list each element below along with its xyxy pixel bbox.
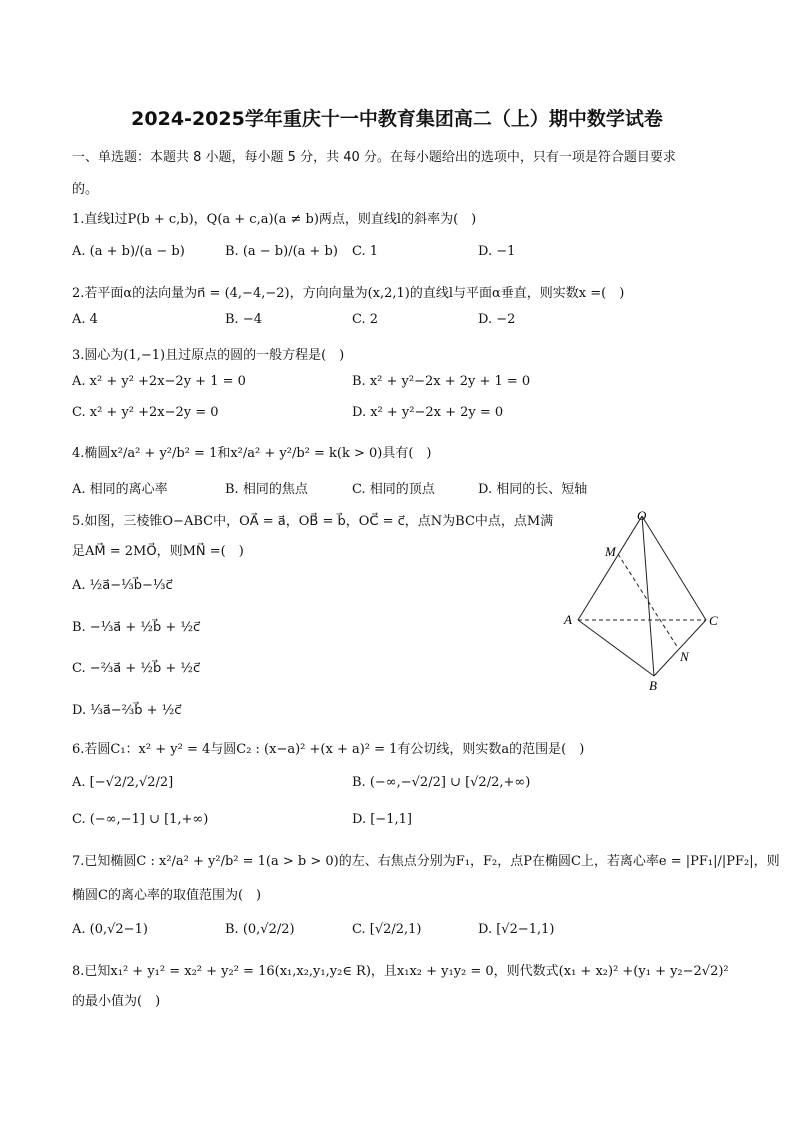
question-6-stem: 6.若圆C₁：x² + y² = 4与圆C₂ : (x−a)² +(x + a)² = 1有公切线，则实数a的范围是( ): [72, 742, 585, 757]
label-b: B: [649, 678, 657, 693]
question-2-option-b[interactable]: B. −4: [225, 312, 262, 327]
edge-oa: [578, 516, 642, 620]
question-5-stem-line2: 足AM⃗ = 2MO⃗，则MN⃗ =( ): [72, 544, 244, 559]
section-header-line2: 的。: [72, 182, 99, 197]
question-4-option-b[interactable]: B. 相同的焦点: [225, 482, 308, 497]
question-3-stem: 3.圆心为(1,−1)且过原点的圆的一般方程是( ): [72, 348, 345, 363]
question-5-option-a[interactable]: A. ½a⃗−⅓b⃗−⅓c⃗: [72, 578, 173, 593]
question-3-option-b[interactable]: B. x² + y²−2x + 2y + 1 = 0: [352, 374, 531, 389]
question-1-option-a[interactable]: A. (a + b)/(a − b): [72, 244, 185, 259]
question-7-option-b[interactable]: B. (0,√2/2): [225, 922, 295, 937]
section-header-line1: 一、单选题：本题共 8 小题，每小题 5 分，共 40 分。在每小题给出的选项中，只有一项是符合题目要求: [72, 150, 676, 165]
question-8-stem-line2: 的最小值为( ): [72, 994, 161, 1009]
question-1-option-d[interactable]: D. −1: [478, 244, 516, 259]
question-3-option-d[interactable]: D. x² + y²−2x + 2y = 0: [352, 405, 504, 420]
question-8-stem-line1: 8.已知x₁² + y₁² = x₂² + y₂² = 16(x₁,x₂,y₁,y₂∈ R)，且x₁x₂ + y₁y₂ = 0，则代数式(x₁ + x₂)² +(y₁ + y₂−2√2)²: [72, 964, 729, 979]
question-5-option-b[interactable]: B. −⅓a⃗ + ½b⃗ + ½c⃗: [72, 620, 201, 635]
question-3-option-c[interactable]: C. x² + y² +2x−2y = 0: [72, 405, 219, 420]
tetrahedron-figure: [556, 506, 736, 696]
question-1-option-b[interactable]: B. (a − b)/(a + b): [225, 244, 338, 259]
question-3-option-a[interactable]: A. x² + y² +2x−2y + 1 = 0: [72, 374, 246, 389]
question-7-option-d[interactable]: D. [√2−1,1): [478, 922, 555, 937]
question-1-stem: 1.直线l过P(b + c,b)，Q(a + c,a)(a ≠ b)两点，则直线l的斜率为( ): [72, 212, 477, 227]
label-m: M: [605, 544, 616, 559]
question-6-option-d[interactable]: D. [−1,1]: [352, 812, 412, 827]
edge-ab: [578, 620, 654, 676]
label-o: O: [637, 508, 647, 523]
label-c: C: [709, 613, 718, 628]
edge-ob: [642, 516, 654, 676]
edge-bc: [654, 620, 706, 676]
question-6-option-a[interactable]: A. [−√2/2,√2/2]: [72, 775, 174, 790]
edge-oc: [642, 516, 706, 620]
question-7-stem-line2: 椭圆C的离心率的取值范围为( ): [72, 888, 262, 903]
question-4-option-a[interactable]: A. 相同的离心率: [72, 482, 168, 497]
question-1-option-c[interactable]: C. 1: [352, 244, 379, 259]
question-6-option-b[interactable]: B. (−∞,−√2/2] ∪ [√2/2,+∞): [352, 775, 531, 790]
question-2-option-d[interactable]: D. −2: [478, 312, 516, 327]
question-5-stem-line1: 5.如图，三棱锥O−ABC中，OA⃗ = a⃗，OB⃗ = b⃗，OC⃗ = c⃗，点N为BC中点，点M满: [72, 514, 554, 529]
question-2-option-a[interactable]: A. 4: [72, 312, 98, 327]
question-7-option-a[interactable]: A. (0,√2−1): [72, 922, 148, 937]
question-4-option-c[interactable]: C. 相同的顶点: [352, 482, 435, 497]
question-2-stem: 2.若平面α的法向量为n⃗ = (4,−4,−2)，方向向量为(x,2,1)的直线l与平面α垂直，则实数x =( ): [72, 286, 625, 301]
question-7-option-c[interactable]: C. [√2/2,1): [352, 922, 422, 937]
question-2-option-c[interactable]: C. 2: [352, 312, 379, 327]
question-7-stem-line1: 7.已知椭圆C : x²/a² + y²/b² = 1(a > b > 0)的左、右焦点分别为F₁，F₂，点P在椭圆C上，若离心率e = |PF₁|/|PF₂|，则: [72, 854, 780, 869]
label-a: A: [564, 612, 572, 627]
question-4-option-d[interactable]: D. 相同的长、短轴: [478, 482, 588, 497]
question-6-option-c[interactable]: C. (−∞,−1] ∪ [1,+∞): [72, 812, 209, 827]
label-n: N: [680, 649, 689, 664]
question-5-option-c[interactable]: C. −⅔a⃗ + ½b⃗ + ½c⃗: [72, 661, 201, 676]
question-5-option-d[interactable]: D. ⅓a⃗−⅔b⃗ + ½c⃗: [72, 703, 182, 718]
question-4-stem: 4.椭圆x²/a² + y²/b² = 1和x²/a² + y²/b² = k(k > 0)具有( ): [72, 446, 432, 461]
page-title: 2024-2025学年重庆十一中教育集团高二（上）期中数学试卷: [131, 108, 663, 130]
